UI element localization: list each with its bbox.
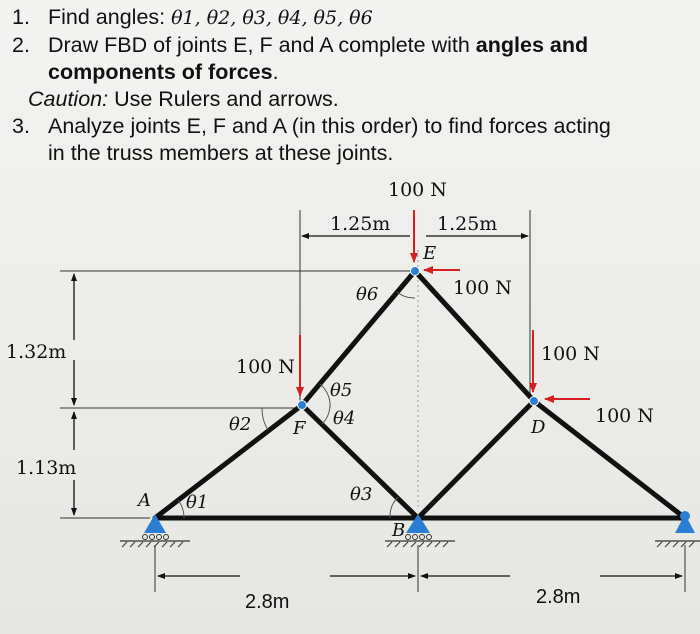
- dim-height-upper-label: 1.32m: [6, 341, 67, 363]
- joint-B-label: B: [392, 520, 406, 541]
- instruction-3-line1: Analyze joints E, F and A (in this order) to find forces acting: [48, 114, 611, 138]
- dim-top-left-label: 1.25m: [330, 213, 391, 235]
- load-D-vertical-label: 100 N: [541, 343, 600, 365]
- instruction-2-bold-b: components of forces: [48, 60, 273, 84]
- joint-D-label: D: [531, 417, 546, 438]
- joint-D-marker: [530, 397, 539, 406]
- member-DB: [418, 401, 534, 518]
- instruction-2-number: 2.: [12, 33, 30, 57]
- dim-height-lower-label: 1.13m: [16, 457, 77, 479]
- arc-theta4: [322, 406, 330, 424]
- angle-theta6-label: θ6: [356, 284, 379, 305]
- load-E-horizontal-label: 100 N: [453, 277, 512, 299]
- caution-text: Use Rulers and arrows.: [108, 87, 339, 111]
- angle-theta4-label: θ4: [333, 408, 356, 429]
- joint-E-label: E: [423, 243, 437, 264]
- instruction-2-text: Draw FBD of joints E, F and A complete with: [48, 33, 476, 57]
- angle-theta5-label: θ5: [330, 380, 353, 401]
- load-F-vertical-label: 100 N: [236, 356, 295, 378]
- caution-label: Caution:: [28, 87, 109, 111]
- instruction-2-bold-a: angles and: [475, 33, 589, 57]
- instruction-1-angles: θ1, θ2, θ3, θ4, θ5, θ6: [171, 7, 373, 29]
- joint-E-marker: [411, 267, 420, 276]
- instruction-3-number: 3.: [12, 114, 30, 138]
- angle-theta1-label: θ1: [186, 492, 209, 513]
- truss-members: [155, 271, 685, 518]
- dim-span-left-label: 2.8m: [245, 591, 290, 613]
- angle-theta2-label: θ2: [229, 414, 252, 435]
- dim-span-right-label: 2.8m: [536, 586, 581, 608]
- joint-F-marker: [298, 401, 307, 410]
- load-D-horizontal-label: 100 N: [595, 405, 654, 427]
- joint-F-label: F: [293, 418, 306, 439]
- arc-theta2: [262, 408, 268, 430]
- angle-theta3-label: θ3: [350, 484, 373, 505]
- instruction-3-line2: in the truss members at these joints.: [48, 141, 394, 165]
- instruction-2-end: .: [272, 60, 279, 84]
- joint-A-label: A: [138, 490, 151, 511]
- load-E-vertical-label: 100 N: [388, 179, 447, 201]
- instruction-1-number: 1.: [12, 5, 30, 29]
- arc-theta5: [320, 384, 330, 408]
- instruction-1-text: Find angles:: [48, 5, 172, 29]
- angle-arcs: [178, 292, 415, 518]
- dim-top-right-label: 1.25m: [437, 213, 498, 235]
